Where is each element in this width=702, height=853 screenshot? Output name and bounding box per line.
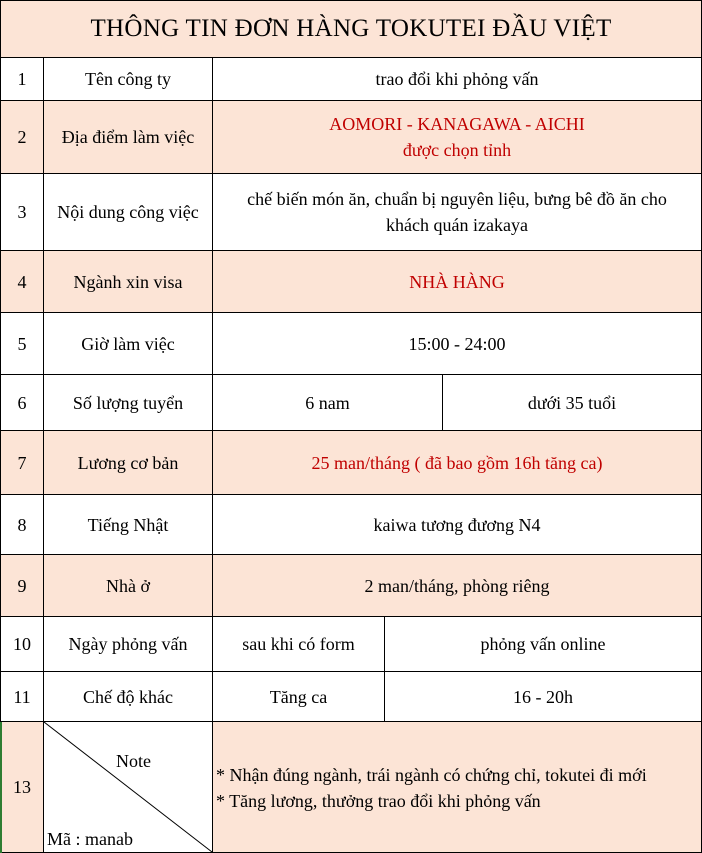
field-label: Lương cơ bản	[77, 452, 179, 473]
label-cell[interactable]	[44, 251, 213, 313]
row-number: 4	[17, 271, 27, 292]
label-cell[interactable]	[44, 495, 213, 555]
value-cell[interactable]	[213, 313, 702, 375]
field-value-line1: AOMORI - KANAGAWA - AICHI	[329, 114, 585, 134]
page-title: THÔNG TIN ĐƠN HÀNG TOKUTEI ĐẦU VIỆT	[90, 15, 612, 42]
field-label: Ngày phỏng vấn	[68, 634, 188, 654]
row-number-cell[interactable]	[0, 58, 44, 101]
field-label: Nhà ở	[105, 575, 150, 596]
value-cell-b[interactable]	[443, 375, 702, 431]
row-number: 9	[17, 575, 27, 596]
field-value: NHÀ HÀNG	[409, 271, 505, 292]
value-cell-b[interactable]	[385, 672, 702, 722]
field-label: Giờ làm việc	[81, 333, 175, 354]
order-code: Mã : manab	[47, 829, 133, 849]
row-number-cell[interactable]	[0, 555, 44, 617]
field-value-a: 6 nam	[305, 392, 350, 413]
field-label: Nội dung công việc	[57, 202, 199, 222]
label-cell[interactable]	[44, 672, 213, 722]
note-line: * Tăng lương, thưởng trao đổi khi phỏng vấn	[216, 791, 541, 811]
value-cell-b[interactable]	[385, 617, 702, 672]
selection-edge	[0, 722, 2, 853]
row-number: 11	[13, 686, 31, 707]
field-value-line1: chế biến món ăn, chuẩn bị nguyên liệu, bưng bê đồ ăn cho	[247, 189, 667, 209]
row-number: 10	[13, 634, 31, 654]
row-number-cell[interactable]	[0, 375, 44, 431]
field-label: Chế độ khác	[83, 686, 173, 707]
note-label-cell[interactable]	[44, 722, 213, 853]
field-value: 15:00 - 24:00	[408, 333, 506, 354]
note-line: * Nhận đúng ngành, trái ngành có chứng chỉ, tokutei đi mới	[216, 765, 647, 785]
field-value-a: Tăng ca	[269, 686, 328, 707]
value-cell[interactable]	[213, 251, 702, 313]
row-number-cell[interactable]	[0, 722, 44, 853]
note-content	[216, 762, 647, 814]
value-cell[interactable]	[213, 174, 702, 251]
label-cell[interactable]	[44, 555, 213, 617]
row-number-cell[interactable]	[0, 313, 44, 375]
row-number: 6	[17, 392, 27, 413]
field-label: Tiếng Nhật	[87, 514, 169, 535]
field-value-b: dưới 35 tuổi	[527, 392, 617, 413]
label-cell[interactable]	[44, 58, 213, 101]
row-number: 2	[17, 127, 27, 147]
row-number: 7	[17, 452, 27, 473]
row-number-cell[interactable]	[0, 251, 44, 313]
row-number-cell[interactable]	[0, 101, 44, 174]
row-number: 13	[13, 777, 31, 797]
value-cell[interactable]	[213, 101, 702, 174]
field-value: trao đổi khi phỏng vấn	[375, 69, 539, 89]
field-value-line2: được chọn tỉnh	[402, 140, 512, 160]
label-cell[interactable]	[44, 101, 213, 174]
value-cell-a[interactable]	[213, 617, 385, 672]
row-number-cell[interactable]	[0, 174, 44, 251]
label-cell[interactable]	[44, 375, 213, 431]
note-content-cell[interactable]	[213, 722, 702, 853]
row-number: 8	[17, 514, 27, 535]
field-label: Địa điểm làm việc	[61, 127, 195, 147]
row-number-cell[interactable]	[0, 672, 44, 722]
field-value: 25 man/tháng ( đã bao gồm 16h tăng ca)	[311, 452, 603, 473]
field-label: Ngành xin visa	[73, 271, 183, 292]
row-number: 3	[17, 202, 27, 222]
field-label: Tên công ty	[85, 69, 171, 89]
label-cell[interactable]	[44, 431, 213, 495]
value-cell[interactable]	[213, 58, 702, 101]
value-cell[interactable]	[213, 555, 702, 617]
row-number: 1	[17, 69, 27, 89]
field-value: 2 man/tháng, phòng riêng	[364, 575, 550, 596]
row-number-cell[interactable]	[0, 495, 44, 555]
note-label: Note	[116, 751, 151, 771]
field-value-a: sau khi có form	[242, 634, 355, 654]
field-value-b: 16 - 20h	[513, 686, 573, 707]
value-cell[interactable]	[213, 495, 702, 555]
title-cell[interactable]	[0, 0, 702, 58]
row-number: 5	[17, 333, 27, 354]
value-cell[interactable]	[213, 431, 702, 495]
field-value-line2: khách quán izakaya	[386, 215, 528, 235]
row-number-cell[interactable]	[0, 617, 44, 672]
label-cell[interactable]	[44, 313, 213, 375]
field-value: kaiwa tương đương N4	[373, 514, 541, 535]
value-cell-a[interactable]	[213, 672, 385, 722]
field-label: Số lượng tuyển	[72, 392, 184, 413]
field-value-b: phỏng vấn online	[480, 634, 606, 654]
label-cell[interactable]	[44, 174, 213, 251]
row-number-cell[interactable]	[0, 431, 44, 495]
value-cell-a[interactable]	[213, 375, 443, 431]
label-cell[interactable]	[44, 617, 213, 672]
